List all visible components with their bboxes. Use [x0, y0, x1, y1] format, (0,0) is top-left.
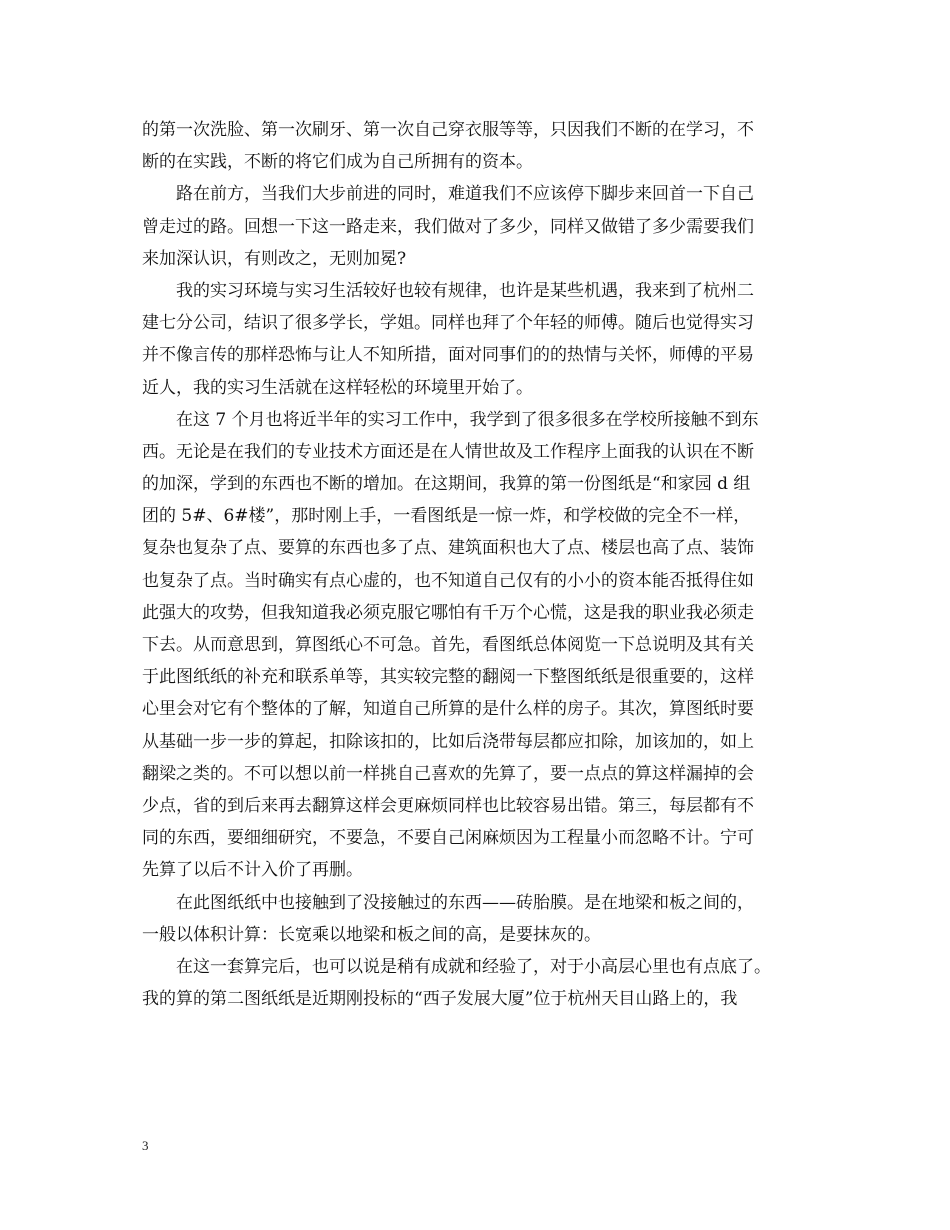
paragraph: [142, 178, 822, 275]
text-line: 西。无论是在我们的专业技术方面还是在人情世故及工作程序上面我的认识在不断: [142, 441, 754, 462]
text-line: 一般以体积计算：长宽乘以地梁和板之间的高，是要抹灰的。: [142, 924, 601, 945]
text-line: 也复杂了点。当时确实有点心虚的，也不知道自己仅有的小小的资本能否抵得住如: [142, 570, 754, 591]
paragraph: [142, 114, 822, 178]
text-line: 下去。从而意思到，算图纸心不可急。首先，看图纸总体阅览一下总说明及其有关: [142, 635, 754, 655]
paragraph: [142, 951, 822, 1015]
paragraph: [142, 887, 822, 951]
paragraph: [142, 404, 822, 887]
text-line: 复杂也复杂了点、要算的东西也多了点、建筑面积也大了点、楼层也高了点、装饰: [142, 538, 754, 559]
body-text: [142, 114, 822, 1015]
paragraph: [142, 275, 822, 404]
text-line: 团的 5#、6#楼”，那时刚上手，一看图纸是一惊一炸，和学校做的完全不一样，: [142, 506, 751, 527]
text-line: 先算了以后不计入价了再删。: [142, 860, 363, 881]
text-line: 曾走过的路。回想一下这一路走来，我们做对了多少，同样又做错了多少需要我们: [142, 216, 754, 237]
text-line: 近人，我的实习生活就在这样轻松的环境里开始了。: [142, 377, 533, 398]
text-line: 在这一套算完后，也可以说是稍有成就和经验了，对于小高层心里也有点底了。: [176, 956, 771, 977]
text-line: 心里会对它有个整体的了解，知道自己所算的是什么样的房子。其次，算图纸时要: [142, 699, 754, 720]
text-line: 的加深，学到的东西也不断的增加。在这期间，我算的第一份图纸是“和家园 d 组: [142, 474, 751, 495]
text-line: 少点，省的到后来再去翻算这样会更麻烦同样也比较容易出错。第三，每层都有不: [142, 795, 754, 816]
text-line: 我的算的第二图纸纸是近期刚投标的“西子发展大厦”位于杭州天目山路上的，我: [142, 989, 738, 1010]
text-line: 从基础一步一步的算起，扣除该扣的，比如后浇带每层都应扣除，加该加的，如上: [142, 731, 754, 752]
text-line: 此强大的攻势，但我知道我必须克服它哪怕有千万个心慌，这是我的职业我必须走: [142, 602, 754, 623]
page-number: 3: [142, 1138, 149, 1153]
text-line: 建七分公司，结识了很多学长，学姐。同样也拜了个年轻的师傅。随后也觉得实习: [142, 313, 754, 334]
text-line: 我的实习环境与实习生活较好也较有规律，也许是某些机遇，我来到了杭州二: [176, 280, 754, 301]
text-line: 的第一次洗脸、第一次刷牙、第一次自己穿衣服等等，只因我们不断的在学习，不: [142, 120, 754, 140]
text-line: 翻梁之类的。不可以想以前一样挑自己喜欢的先算了，要一点点的算这样漏掉的会: [142, 763, 754, 784]
text-line: 在此图纸纸中也接触到了没接触过的东西——砖胎膜。是在地梁和板之间的，: [176, 892, 754, 913]
text-line: 在这 7 个月也将近半年的实习工作中，我学到了很多很多在学校所接触不到东: [176, 409, 759, 430]
text-line: 并不像言传的那样恐怖与让人不知所措，面对同事们的的热情与关怀，师傅的平易: [142, 345, 754, 366]
text-line: 同的东西，要细细研究，不要急，不要自己闲麻烦因为工程量小而忽略不计。宁可: [142, 828, 754, 849]
text-line: 来加深认识，有则改之，无则加冕?: [142, 248, 407, 269]
text-line: 路在前方，当我们大步前进的同时，难道我们不应该停下脚步来回首一下自己: [176, 184, 754, 205]
text-line: 于此图纸纸的补充和联系单等，其实较完整的翻阅一下整图纸纸是很重要的，这样: [142, 667, 754, 688]
text-line: 断的在实践，不断的将它们成为自己所拥有的资本。: [142, 152, 533, 173]
